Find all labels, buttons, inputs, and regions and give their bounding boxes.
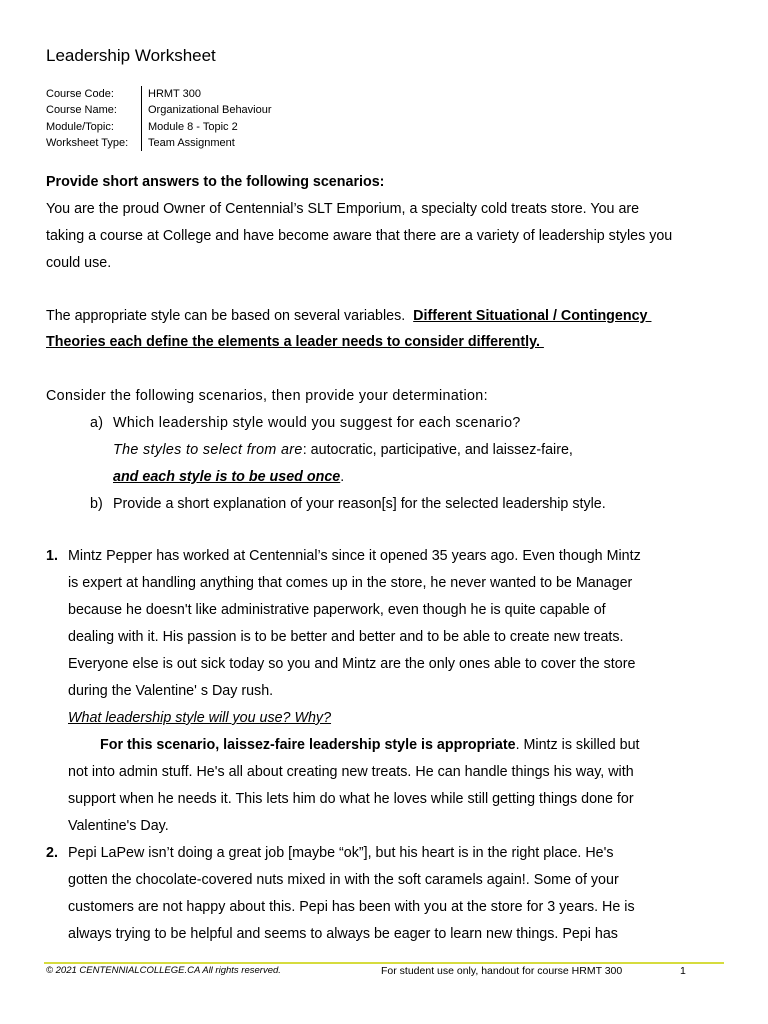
style-paragraph	[46, 308, 651, 324]
scenario-2-line: gotten the chocolate-covered nuts mixed in with the soft caramels again!. Some of your	[68, 872, 619, 888]
once-period: .	[340, 469, 345, 485]
meta-key: Course Name:	[46, 104, 117, 117]
once-emphasis: and each style is to be used once	[113, 469, 341, 485]
intro-line: taking a course at College and have become aware that there are a variety of leadership styles you	[46, 228, 673, 244]
consider-line: Consider the following scenarios, then provide your determination:	[46, 388, 488, 404]
item-a-label: a)	[90, 415, 104, 431]
scenario-1-line: Everyone else is out sick today so you and Mintz are the only ones able to cover the store	[68, 656, 636, 672]
meta-key: Module/Topic:	[46, 120, 114, 133]
meta-row	[46, 119, 272, 135]
styles-italic: The styles to select from are	[113, 442, 303, 458]
item-a-text: Which leadership style would you suggest for each scenario?	[113, 415, 521, 431]
styles-line	[113, 442, 573, 458]
styles-list: : autocratic, participative, and laissez-faire,	[302, 442, 573, 458]
instructions-heading: Provide short answers to the following scenarios:	[46, 174, 385, 190]
meta-row	[46, 86, 272, 102]
scenario-1-number: 1.	[46, 548, 58, 564]
scenario-1-line: dealing with it. His passion is to be better and better and to be able to create new treats.	[68, 629, 624, 645]
page-title: Leadership Worksheet	[46, 46, 216, 65]
scenario-1-answer-bold: For this scenario, laissez-faire leadership style is appropriate	[100, 737, 516, 753]
meta-row	[46, 102, 272, 118]
scenario-2-line: Pepi LaPew isn’t doing a great job [maybe “ok”], but his heart is in the right place. He's	[68, 845, 614, 861]
meta-key: Worksheet Type:	[46, 136, 129, 149]
meta-value: Team Assignment	[141, 135, 235, 151]
theories-emphasis: Different Situational / Contingency	[413, 308, 652, 324]
course-meta-table	[46, 86, 272, 151]
scenario-1-answer-first	[100, 737, 640, 753]
meta-value: HRMT 300	[141, 86, 201, 102]
once-line	[113, 469, 344, 485]
style-paragraph-lead: The appropriate style can be based on several variables.	[46, 308, 414, 324]
scenario-2-line: customers are not happy about this. Pepi has been with you at the store for 3 years. He is	[68, 899, 635, 915]
scenario-1-line: because he doesn't like administrative paperwork, even though he is quite capable of	[68, 602, 606, 618]
footer-note: For student use only, handout for course HRMT 300	[381, 965, 623, 977]
footer-copyright: © 2021 CENTENNIALCOLLEGE.CA All rights reserved.	[46, 965, 281, 976]
scenario-1-line: Mintz Pepper has worked at Centennial’s since it opened 35 years ago. Even though Mintz	[68, 548, 641, 564]
scenario-1-answer-line: not into admin stuff. He's all about creating new treats. He can handle things his way, with	[68, 764, 634, 780]
scenario-1-line: is expert at handling anything that comes up in the store, he never wanted to be Manager	[68, 575, 633, 591]
scenario-1-answer-line: support when he needs it. This lets him do what he loves while still getting things done for	[68, 791, 634, 807]
scenario-1-question: What leadership style will you use? Why?	[68, 710, 332, 726]
footer-page-number: 1	[680, 965, 686, 977]
scenario-1-line: during the Valentine' s Day rush.	[68, 683, 274, 699]
intro-line: You are the proud Owner of Centennial’s SLT Emporium, a specialty cold treats store. You are	[46, 201, 640, 217]
scenario-1-answer-rest: . Mintz is skilled but	[515, 737, 640, 753]
meta-row	[46, 135, 272, 151]
item-b-text: Provide a short explanation of your reason[s] for the selected leadership style.	[113, 496, 606, 512]
theories-emphasis-cont: Theories each define the elements a leader needs to consider differently.	[46, 334, 544, 350]
meta-value: Organizational Behaviour	[141, 102, 272, 118]
scenario-2-line: always trying to be helpful and seems to always be eager to learn new things. Pepi has	[68, 926, 618, 942]
meta-value: Module 8 - Topic 2	[141, 119, 238, 135]
scenario-1-answer-line: Valentine's Day.	[68, 818, 169, 834]
footer-rule	[44, 962, 724, 964]
meta-key: Course Code:	[46, 88, 114, 100]
scenario-2-number: 2.	[46, 845, 58, 861]
intro-line: could use.	[46, 255, 112, 271]
item-b-label: b)	[90, 496, 103, 512]
